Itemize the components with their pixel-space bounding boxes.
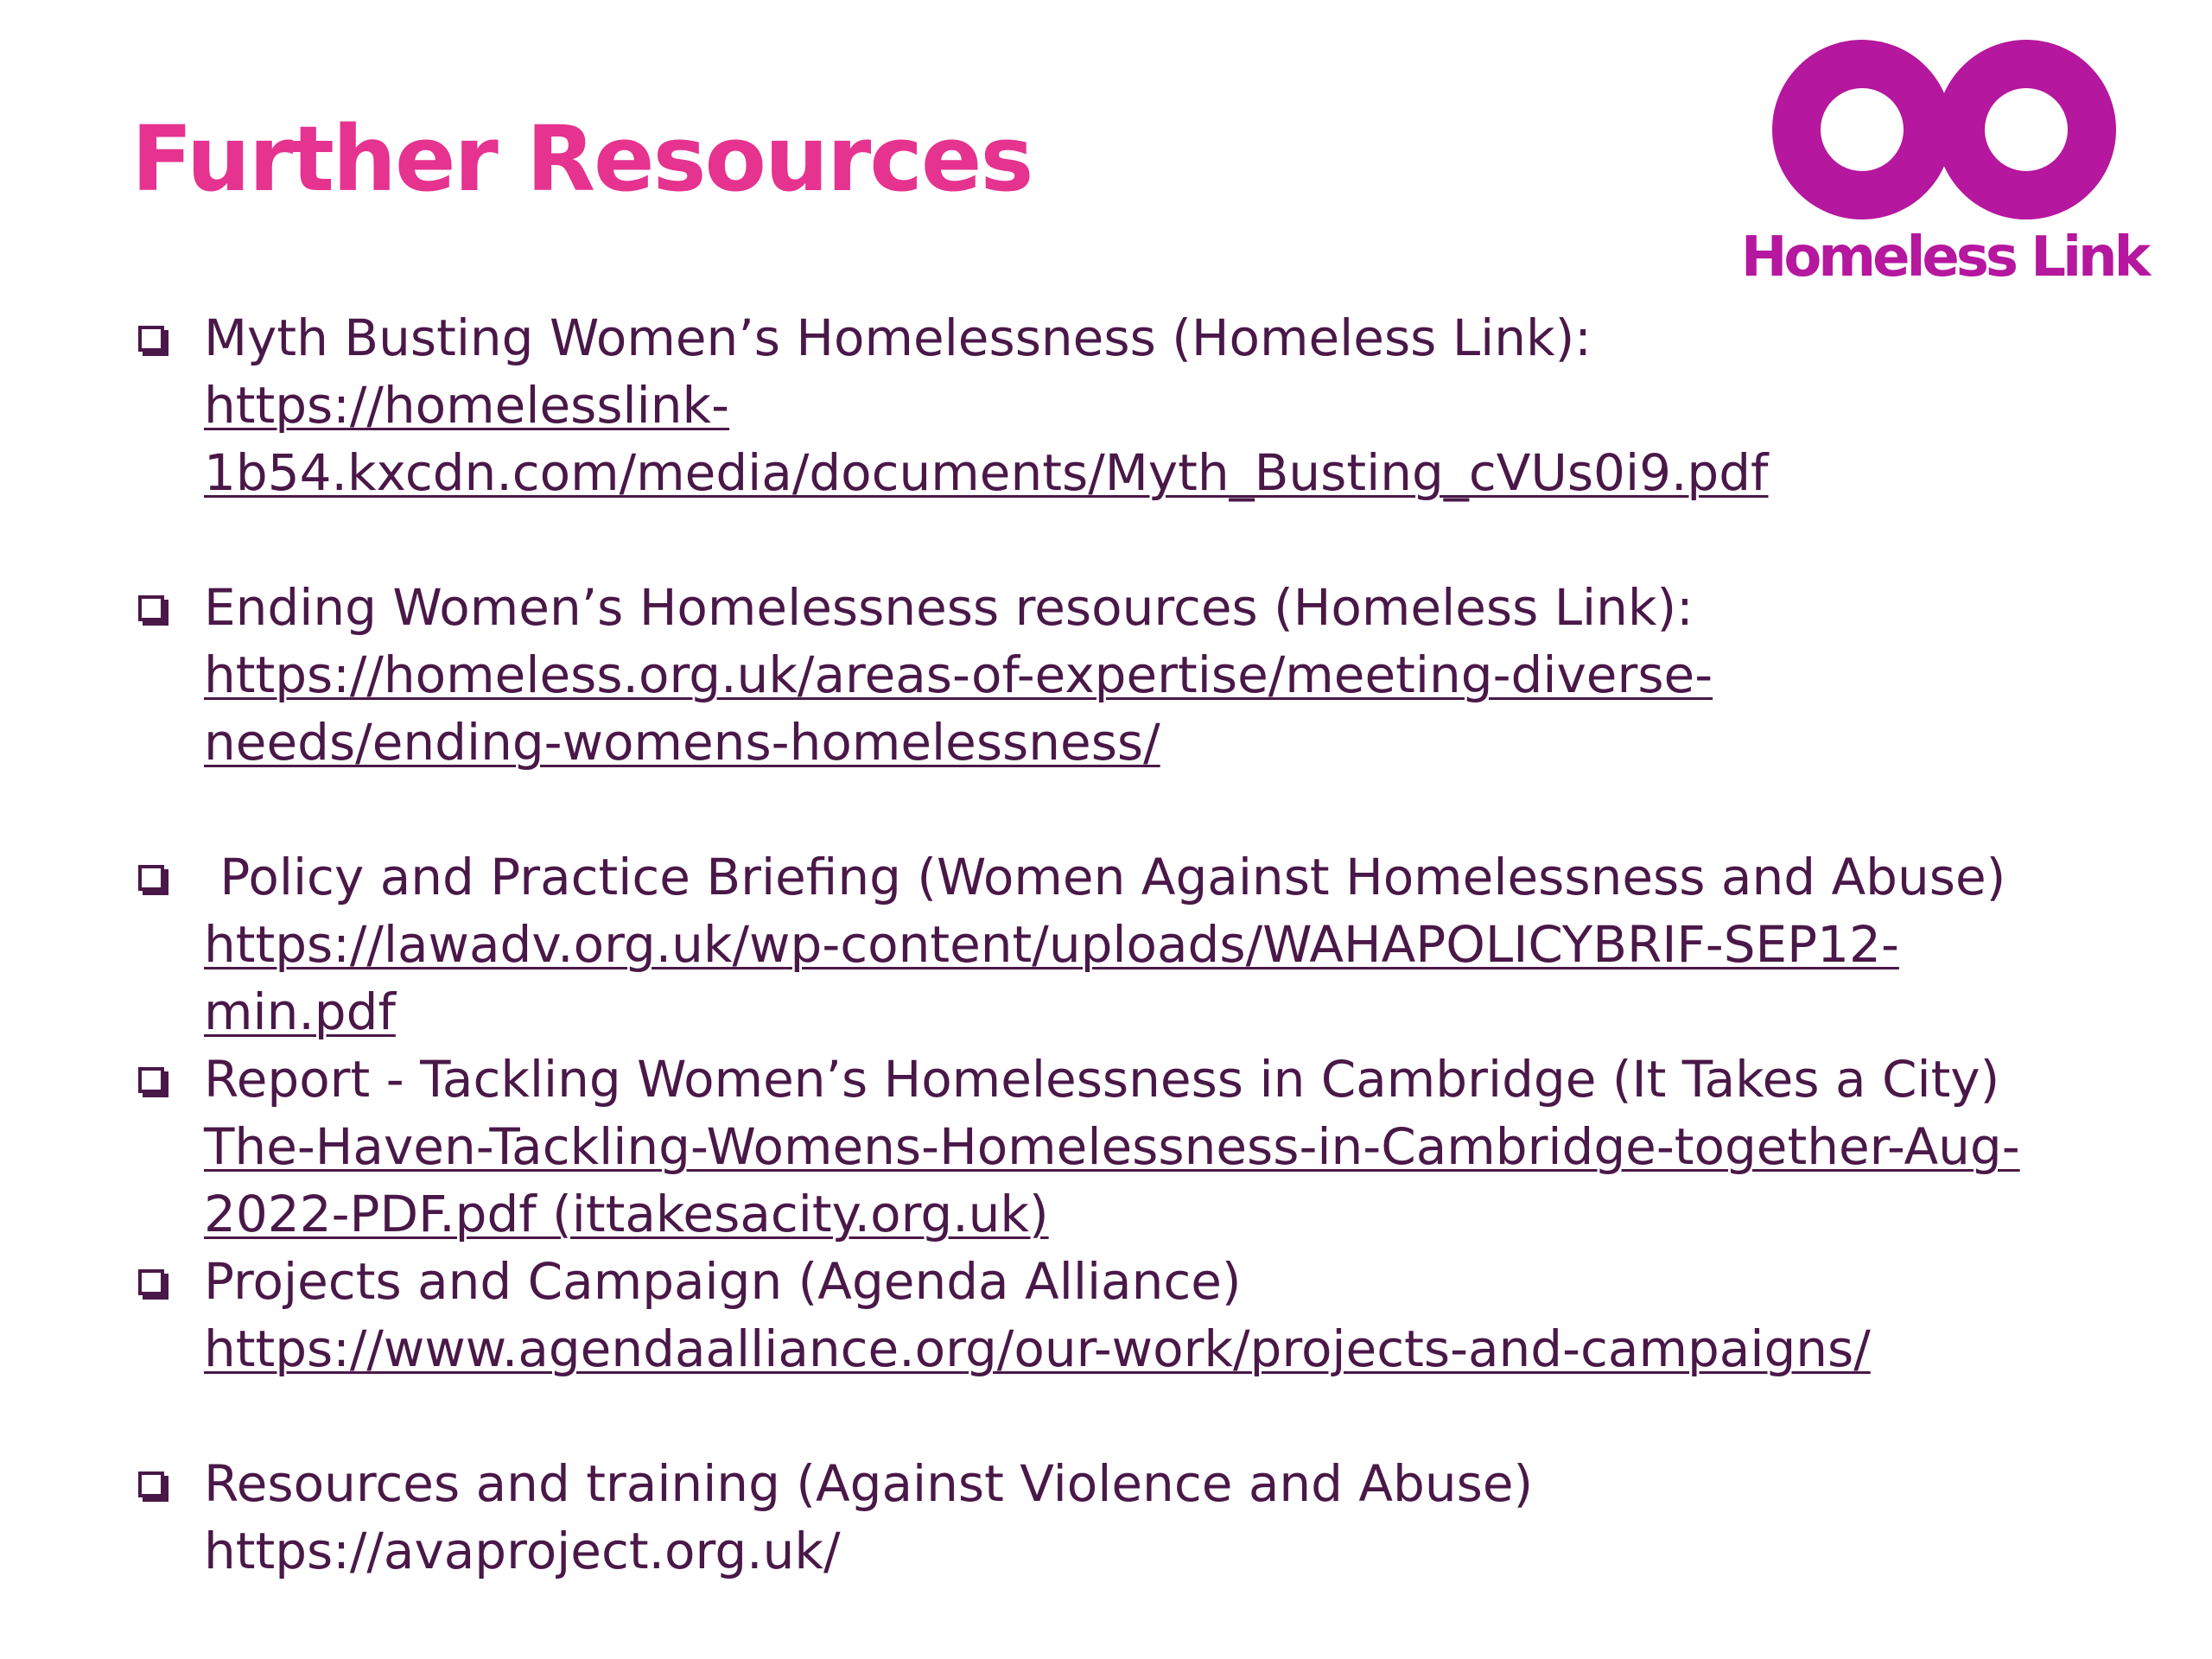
list-item [137, 843, 2158, 1046]
resource-title: Policy and Practice Briefing (Women Against Homelessness and Abuse) [204, 848, 2006, 906]
resource-link[interactable]: https://homelesslink- 1b54.kxcdn.com/media/documents/Myth_Busting_cVUs0i9.pdf [204, 376, 1769, 502]
checkbox-icon [138, 865, 164, 891]
resource-title: Resources and training (Against Violence and Abuse) [204, 1454, 1534, 1513]
resource-url-text[interactable]: https://avaproject.org.uk/ [204, 1522, 841, 1580]
resource-link[interactable]: https://lawadv.org.uk/wp-content/uploads/WAHAPOLICYBRIF-SEP12- min.pdf [204, 915, 1899, 1041]
checkbox-icon [138, 1067, 164, 1093]
checkbox-icon [138, 595, 164, 621]
checkbox-icon [138, 326, 164, 352]
resource-link[interactable]: https://www.agendaalliance.org/our-work/projects-and-campaigns/ [204, 1319, 1871, 1378]
list-item [137, 1248, 2158, 1382]
logo-text: Homeless Link [1740, 226, 2148, 289]
resource-title: Projects and Campaign (Agenda Alliance) [204, 1252, 1242, 1311]
list-item [137, 1046, 2158, 1248]
checkbox-icon [138, 1269, 164, 1295]
resource-list [137, 304, 2158, 1585]
checkbox-icon [138, 1471, 164, 1497]
resource-link[interactable]: The-Haven-Tackling-Womens-Homelessness-in-Cambridge-together-Aug- 2022-PDF.pdf (ittakesacity.org.uk) [204, 1117, 2020, 1243]
resource-link[interactable]: https://homeless.org.uk/areas-of-expertise/meeting-diverse- needs/ending-womens-homelessness/ [204, 645, 1713, 772]
resource-title: Myth Busting Women’s Homelessness (Homeless Link): [204, 308, 1592, 367]
list-item [137, 1450, 2158, 1585]
resource-title: Ending Women’s Homelessness resources (Homeless Link): [204, 578, 1694, 637]
homeless-link-logo [1715, 26, 2173, 311]
page-title: Further Resources [131, 106, 1033, 212]
list-item [137, 304, 2158, 506]
resource-title: Report - Tackling Women’s Homelessness in Cambridge (It Takes a City) [204, 1050, 2000, 1109]
list-item [137, 574, 2158, 776]
infinity-logo-icon [1771, 26, 2117, 233]
